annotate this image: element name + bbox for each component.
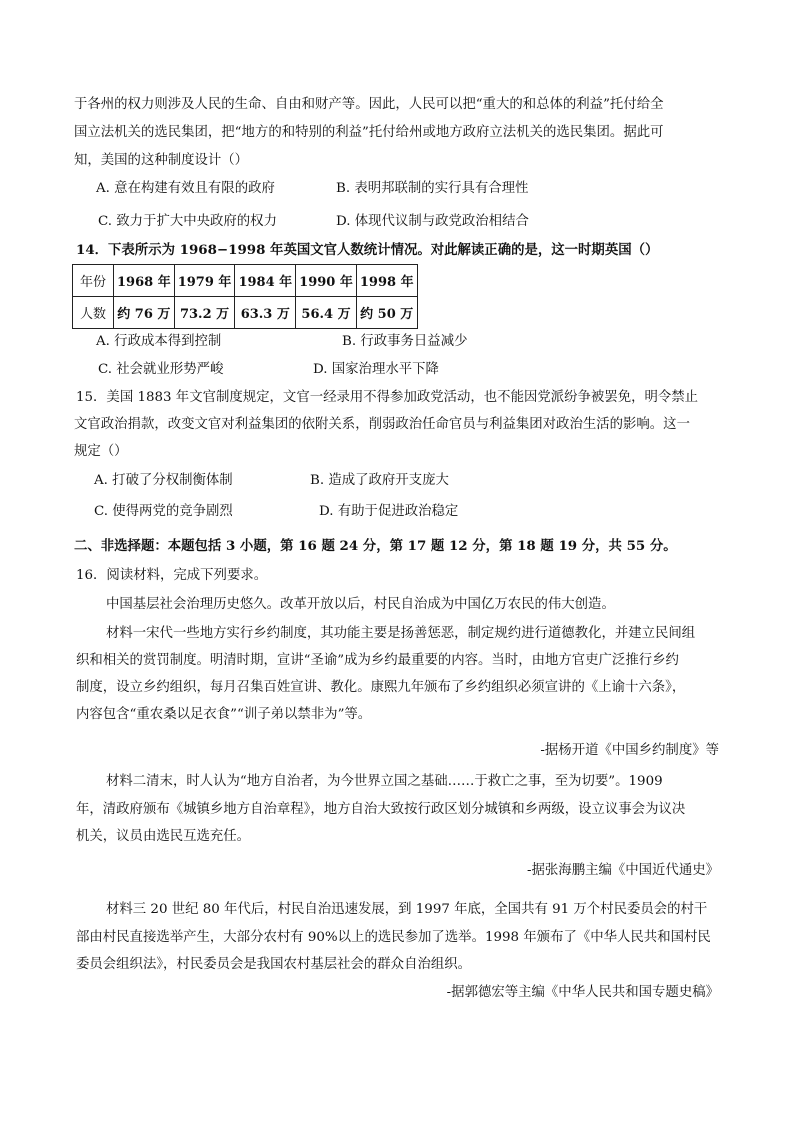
material-3-line-2: 部由村民直接选举产生，大部分农村有 90%以上的选民参加了选举。1998 年颁布了《中华人民共和国村民	[76, 930, 711, 945]
material-1-line-1: 材料一宋代一些地方实行乡约制度，其功能主要是扬善惩恶，制定规约进行道德教化，并建立民间组	[106, 626, 696, 641]
q13-option-c[interactable]: C. 致力于扩大中央政府的权力	[98, 214, 277, 229]
q15-option-c[interactable]: C. 使得两党的竞争剧烈	[94, 504, 233, 519]
q15-stem-line-2: 文官政治捐款，改变文官对利益集团的依附关系，削弱政治任命官员与利益集团对政治生活的影响。这一	[74, 417, 690, 432]
table-cell: 约 76 万	[114, 297, 175, 329]
table-cell: 1990 年	[296, 265, 357, 297]
material-2-line-2: 年，清政府颁布《城镇乡地方自治章程》，地方自治大致按行政区划分城镇和乡两级，设立议事会为议决	[76, 802, 686, 817]
material-1-line-2: 织和相关的赏罚制度。明清时期，宣讲“圣谕”成为乡约最重要的内容。当时，由地方官吏广泛推行乡约	[76, 653, 679, 668]
q13-text-line-3: 知，美国的这种制度设计（）	[74, 153, 249, 168]
material-3-line-3: 委员会组织法》，村民委员会是我国农村基层社会的群众自治组织。	[76, 957, 472, 972]
table-cell: 1984 年	[235, 265, 296, 297]
table-cell: 1998 年	[356, 265, 417, 297]
q14-option-d[interactable]: D. 国家治理水平下降	[313, 362, 439, 377]
section-heading: 二、非选择题：本题包括 3 小题，第 16 题 24 分，第 17 题 12 分，第 18 题 19 分，共 55 分。	[74, 538, 677, 554]
table-cell: 56.4 万	[296, 297, 357, 329]
table-cell: 人数	[73, 297, 114, 329]
table-row	[73, 297, 418, 329]
q15-option-b[interactable]: B. 造成了政府开支庞大	[310, 473, 449, 488]
q14-option-b[interactable]: B. 行政事务日益减少	[342, 334, 468, 349]
table-cell: 约 50 万	[356, 297, 417, 329]
q14-option-c[interactable]: C. 社会就业形势严峻	[98, 362, 224, 377]
material-1-line-4: 内容包含“重农桑以足衣食”“训子弟以禁非为”等。	[76, 707, 372, 722]
q14-stem: 14．下表所示为 1968−1998 年英国文官人数统计情况。对此解读正确的是，这一时期英国（）	[76, 242, 659, 258]
material-2-line-3: 机关，议员由选民互选充任。	[76, 829, 251, 844]
q15-option-a[interactable]: A. 打破了分权制衡体制	[94, 473, 233, 488]
table-cell: 年份	[73, 265, 114, 297]
q14-table	[72, 264, 418, 329]
q13-option-a[interactable]: A. 意在构建有效且有限的政府	[96, 181, 275, 196]
q15-stem-line-3: 规定（）	[74, 444, 128, 459]
material-2-source: -据张海鹏主编《中国近代通史》	[527, 863, 719, 878]
q13-option-b[interactable]: B. 表明邦联制的实行具有合理性	[336, 181, 529, 196]
material-1-line-3: 制度，设立乡约组织，每月召集百姓宣讲、教化。康熙九年颁布了乡约组织必须宣讲的《上谕十六条》，	[76, 680, 686, 695]
table-cell: 1979 年	[174, 265, 235, 297]
q14-option-a[interactable]: A. 行政成本得到控制	[96, 334, 222, 349]
q13-option-d[interactable]: D. 体现代议制与政党政治相结合	[336, 214, 529, 229]
material-2-line-1: 材料二清末，时人认为“地方自治者，为今世界立国之基础……于救亡之事，至为切要”。1909	[106, 774, 663, 789]
q15-stem-line-1: 15．美国 1883 年文官制度规定，文官一经录用不得参加政党活动，也不能因党派纷争被罢免，明令禁止	[76, 390, 699, 405]
q15-option-d[interactable]: D. 有助于促进政治稳定	[319, 504, 459, 519]
table-cell: 73.2 万	[174, 297, 235, 329]
material-3-source: -据郭德宏等主编《中华人民共和国专题史稿》	[446, 985, 719, 1000]
table-cell: 1968 年	[114, 265, 175, 297]
material-3-line-1: 材料三 20 世纪 80 年代后，村民自治迅速发展，到 1997 年底，全国共有 91 万个村民委员会的村干	[106, 902, 708, 917]
q13-text-line-1: 于各州的权力则涉及人民的生命、自由和财产等。因此，人民可以把“重大的和总体的利益”托付给全	[74, 97, 664, 112]
q16-stem: 16．阅读材料，完成下列要求。	[76, 568, 268, 583]
q16-intro: 中国基层社会治理历史悠久。改革开放以后，村民自治成为中国亿万农民的伟大创造。	[106, 597, 615, 612]
table-row	[73, 265, 418, 297]
q13-text-line-2: 国立法机关的选民集团，把“地方的和特别的利益”托付给州或地方政府立法机关的选民集团。据此可	[74, 125, 664, 140]
table-cell: 63.3 万	[235, 297, 296, 329]
material-1-source: -据杨开道《中国乡约制度》等	[540, 743, 719, 758]
